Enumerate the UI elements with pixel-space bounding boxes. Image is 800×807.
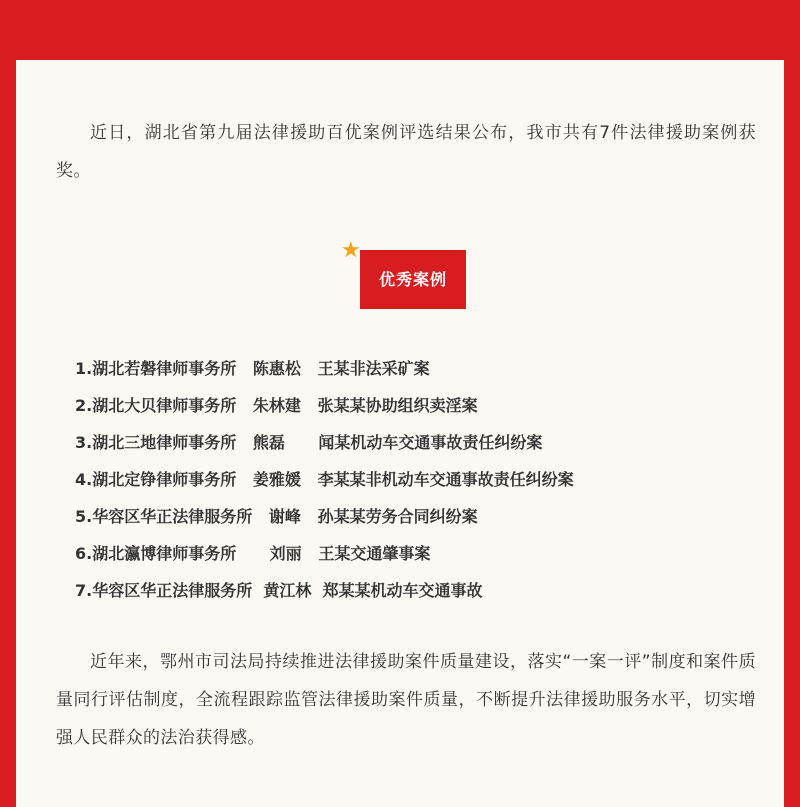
- case-text: 6.湖北瀛博律师事务所 刘丽 王某交通肇事案: [75, 544, 431, 563]
- badge-label: 优秀案例: [360, 250, 466, 309]
- list-item: [75, 350, 574, 387]
- case-text: 2.湖北大贝律师事务所 朱林建 张某某协助组织卖淫案: [75, 396, 478, 415]
- article-card: [16, 60, 784, 807]
- intro-paragraph: 近日，湖北省第九届法律援助百优案例评选结果公布，我市共有7件法律援助案例获奖。: [56, 123, 756, 181]
- list-item: [75, 498, 574, 535]
- list-item: [75, 461, 574, 498]
- list-item: [75, 535, 574, 572]
- list-item: [75, 424, 574, 461]
- list-item: [75, 387, 574, 424]
- case-text: 3.湖北三地律师事务所 熊磊 闻某机动车交通事故责任纠纷案: [75, 433, 543, 452]
- case-text: 1.湖北若磐律师事务所 陈惠松 王某非法采矿案: [75, 359, 430, 378]
- case-list: [75, 350, 574, 609]
- section-badge: [341, 240, 471, 310]
- case-text: 4.湖北定铮律师事务所 姜雅媛 李某某非机动车交通事故责任纠纷案: [75, 470, 574, 489]
- star-icon: ★: [341, 238, 361, 263]
- case-text: 7.华容区华正法律服务所 黄江林 郑某某机动车交通事故: [75, 581, 483, 600]
- case-text: 5.华容区华正法律服务所 谢峰 孙某某劳务合同纠纷案: [75, 507, 478, 526]
- closing-paragraph: 近年来，鄂州市司法局持续推进法律援助案件质量建设，落实“一案一评”制度和案件质量同行评估制度，全流程跟踪监管法律援助案件质量，不断提升法律援助服务水平，切实增强人民群众的法治获得感。: [56, 652, 756, 748]
- list-item: [75, 572, 574, 609]
